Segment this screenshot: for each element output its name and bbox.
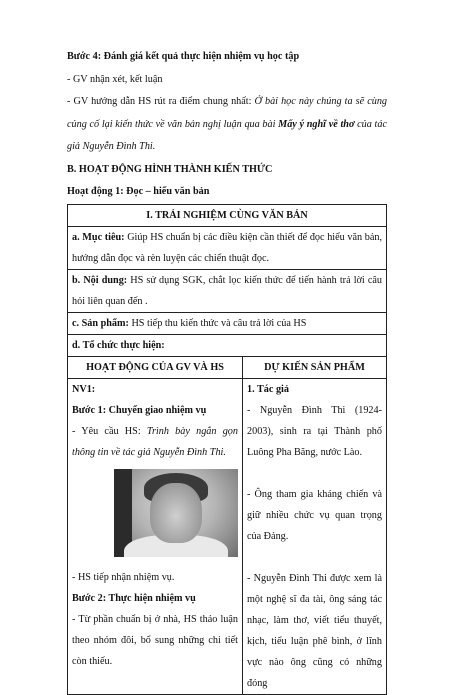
lesson-table <box>67 204 387 695</box>
org-row: d. Tổ chức thực hiện: <box>68 334 387 356</box>
col-left-header: HOẠT ĐỘNG CỦA GV VÀ HS <box>68 356 243 378</box>
author-photo <box>114 469 238 557</box>
activity1-heading: Hoạt động 1: Đọc – hiểu văn bản <box>67 186 210 197</box>
col-right-header: DỰ KIẾN SẢN PHẨM <box>243 356 387 378</box>
product-row: c. Sản phẩm: HS tiếp thu kiến thức và câu trả lời của HS <box>68 312 387 334</box>
step2-label: Bước 2: Thực hiện nhiệm vụ <box>72 592 196 604</box>
gv-guide-paragraph: - GV hướng dẫn HS rút ra điểm chung nhất: Ở bài học này chúng ta sẽ cùng củng cố lại kiến thức về văn bản nghị luận qua bài Mấy ý nghĩ về thơ của tác giả Nguyễn Đình Thi. <box>67 96 388 152</box>
prepare-text: - Từ phần chuẩn bị ở nhà, HS thảo luận theo nhóm đôi, bổ sung những chi tiết còn thiếu. <box>72 613 238 667</box>
bio-2: - Ông tham gia kháng chiến và giữ nhiều chức vụ quan trọng của Đảng. <box>247 488 382 542</box>
table-title: I. TRẢI NGHIỆM CÙNG VĂN BẢN <box>68 204 387 226</box>
content-row: b. Nội dung: HS sử dụng SGK, chắt lọc kiến thức để tiến hành trả lời câu hỏi liên quan đến . <box>68 269 387 312</box>
section-b-heading: B. HOẠT ĐỘNG HÌNH THÀNH KIẾN THỨC <box>67 163 273 175</box>
bio-1: - Nguyễn Đình Thi (1924- 2003), sinh ra tại Thành phố Luông Pha Băng, nước Lào. <box>247 404 382 458</box>
goal-row: a. Mục tiêu: Giúp HS chuẩn bị các điều kiện cần thiết để đọc hiểu văn bản, hướng dẫn đọc và rèn luyện các chiến thuật đọc. <box>68 226 387 269</box>
document-page <box>67 46 387 695</box>
right-column <box>243 378 387 694</box>
request-text: - Yêu cầu HS: Trình bày ngắn gọn thông tin về tác giả Nguyễn Đình Thi. <box>72 425 238 458</box>
step4-title: Bước 4: Đánh giá kết quả thực hiện nhiệm vụ học tập <box>67 51 300 62</box>
gv-comment: - GV nhận xét, kết luận <box>67 73 163 85</box>
left-column <box>68 378 243 694</box>
step1-label: Bước 1: Chuyển giao nhiệm vụ <box>72 404 207 416</box>
receive-text: - HS tiếp nhận nhiệm vụ. <box>72 571 175 583</box>
nv1-label: NV1: <box>72 383 96 395</box>
author-title: 1. Tác giả <box>247 383 289 395</box>
bio-3: - Nguyễn Đình Thi được xem là một nghệ sĩ đa tài, ông sáng tác nhạc, làm thơ, viết tiểu thuyết, kịch, tiểu luận phê bình, ở lĩnh vực nào ông cũng có những đóng <box>247 572 382 689</box>
